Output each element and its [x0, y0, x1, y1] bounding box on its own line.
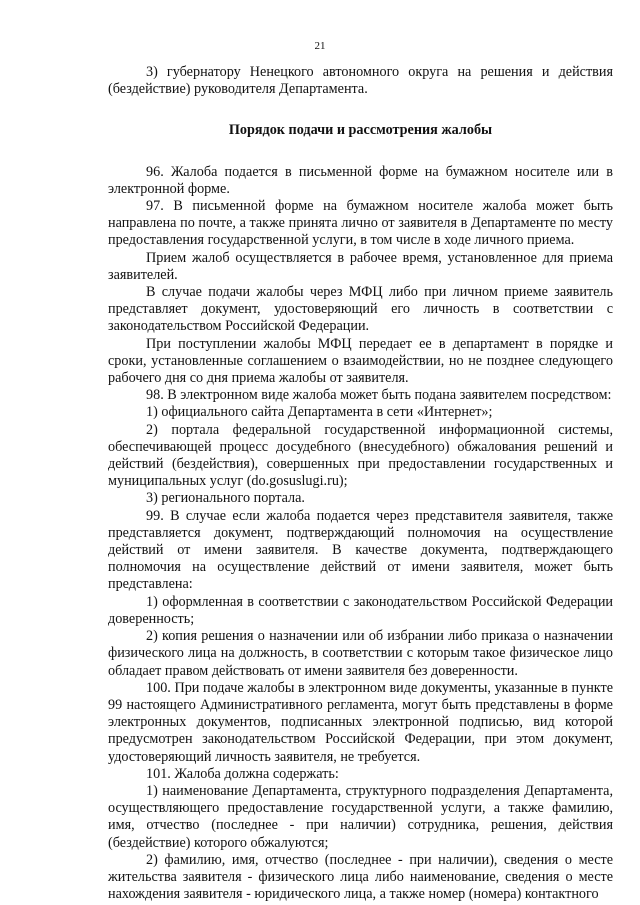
paragraph-97: 97. В письменной форме на бумажном носителе жалоба может быть направлена по почте, а также принята лично от заявителя в Департаменте по месту предоставления государственной услуги, в том числе в ходе личного приема.: [108, 198, 613, 249]
list-item-98-1: 1) официального сайта Департамента в сети «Интернет»;: [146, 404, 493, 421]
paragraph-101: 101. Жалоба должна содержать:: [146, 765, 339, 782]
list-item-101-1: 1) наименование Департамента, структурного подразделения Департамента, осуществляющего предоставление государственной услуги, а также фамилию, имя, отчество (последнее - при наличии) сотрудника, решения, действия (бездействие) которого обжалуются;: [108, 782, 613, 851]
paragraph-mfc-transfer: При поступлении жалобы МФЦ передает ее в департамент в порядке и сроки, установленные соглашением о взаимодействии, но не позднее следующего рабочего дня со дня приема жалобы от заявителя.: [108, 335, 613, 387]
list-item-99-1: 1) оформленная в соответствии с законодательством Российской Федерации доверенность;: [108, 593, 613, 627]
section-heading: Порядок подачи и рассмотрения жалобы: [228, 122, 493, 139]
paragraph-98: 98. В электронном виде жалоба может быть подана заявителем посредством:: [146, 387, 612, 404]
list-item-98-2: 2) портала федеральной государственной информационной системы, обеспечивающей процесс досудебного (внесудебного) обжалования решений и действий (бездействия), совершенных при предоставлении государственных и муниципальных услуг (do.gosuslugi.ru);: [108, 421, 613, 490]
document-body: [108, 64, 613, 903]
paragraph-96: 96. Жалоба подается в письменной форме на бумажном носителе или в электронной форме.: [108, 163, 613, 197]
paragraph-governor-appeal: 3) губернатору Ненецкого автономного округа на решения и действия (бездействие) руководителя Департамента.: [108, 64, 613, 98]
list-item-101-2: 2) фамилию, имя, отчество (последнее - при наличии), сведения о месте жительства заявителя - физического лица либо наименование, сведения о месте нахождения заявителя - юридического лица, а также номер (номера) контактного: [108, 851, 613, 903]
paragraph-100: 100. При подаче жалобы в электронном виде документы, указанные в пункте 99 настоящего Административного регламента, могут быть представлены в форме электронных документов, подписанных электронной подписью, вид которой предусмотрен законодательством Российской Федерации, при этом документ, удостоверяющий личность заявителя, не требуется.: [108, 679, 613, 765]
paragraph-99: 99. В случае если жалоба подается через представителя заявителя, также представляется документ, подтверждающий полномочия на осуществление действий от имени заявителя. В качестве документа, подтверждающего полномочия на осуществление действий от имени заявителя, может быть представлена:: [108, 507, 613, 593]
paragraph-mfc-identity: В случае подачи жалобы через МФЦ либо при личном приеме заявитель представляет документ, удостоверяющий его личность в соответствии с законодательством Российской Федерации.: [108, 284, 613, 335]
list-item-99-2: 2) копия решения о назначении или об избрании либо приказа о назначении физического лица на должность, в соответствии с которым такое физическое лицо обладает правом действовать от имени заявителя без доверенности.: [108, 628, 613, 679]
list-item-98-3: 3) регионального портала.: [146, 490, 305, 507]
page-number: 21: [314, 40, 326, 52]
paragraph-reception-hours: Прием жалоб осуществляется в рабочее время, установленное для приема заявителей.: [108, 249, 613, 283]
